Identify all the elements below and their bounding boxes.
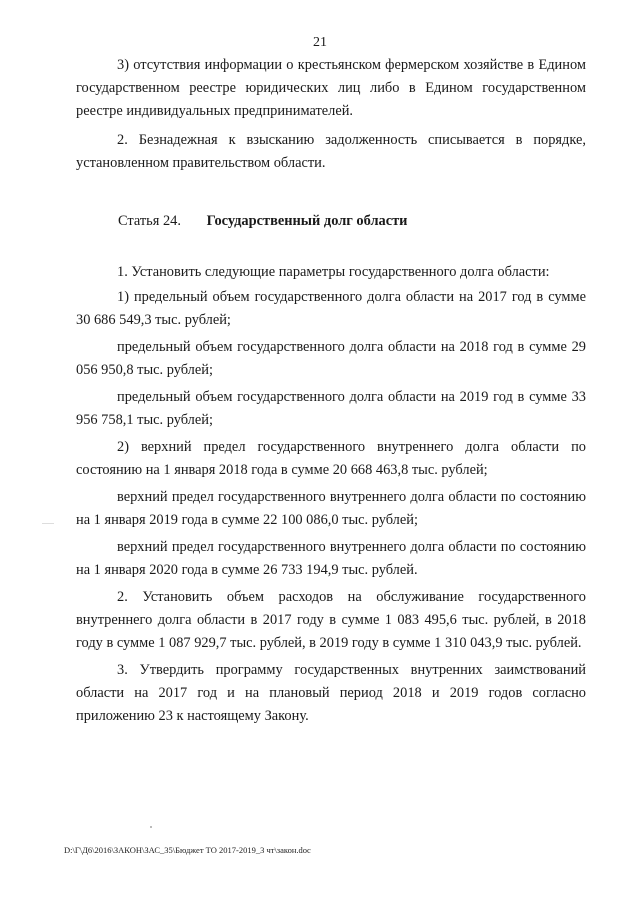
scan-mark xyxy=(42,523,54,524)
paragraph-limit-2019: предельный объем государственного долга области на 2019 год в сумме 33 956 758,1 тыс. рублей; xyxy=(76,389,586,428)
article-title: Государственный долг области xyxy=(206,213,408,229)
page-number: 21 xyxy=(313,35,327,50)
paragraph-upper-2020: верхний предел государственного внутреннего долга области по состоянию на 1 января 2020 года в сумме 26 733 194,9 тыс. рублей. xyxy=(76,539,586,578)
paragraph-upper-2018: 2) верхний предел государственного внутреннего долга области по состоянию на 1 января 2018 года в сумме 20 668 463,8 тыс. рублей; xyxy=(76,439,586,478)
paragraph-item-3: 3) отсутствия информации о крестьянском фермерском хозяйстве в Едином государственном реестре юридических лиц либо в Едином государственном реестре индивидуальных предпринимателей. xyxy=(76,57,586,119)
top-section xyxy=(76,54,586,179)
article-label: Статья 24. xyxy=(118,213,181,229)
paragraph-limit-2018: предельный объем государственного долга области на 2018 год в сумме 29 056 950,8 тыс. рублей; xyxy=(76,339,586,378)
article-heading xyxy=(118,213,407,230)
scan-speck xyxy=(150,826,152,828)
paragraph-write-off: 2. Безнадежная к взысканию задолженность списывается в порядке, установленном правительством области. xyxy=(76,132,586,171)
article-body xyxy=(76,261,586,732)
paragraph-params-intro: 1. Установить следующие параметры государственного долга области: xyxy=(117,264,550,280)
paragraph-upper-2019: верхний предел государственного внутреннего долга области по состоянию на 1 января 2019 года в сумме 22 100 086,0 тыс. рублей; xyxy=(76,489,586,528)
paragraph-borrowing-program: 3. Утвердить программу государственных внутренних заимствований области на 2017 год и на плановый период 2018 и 2019 годов согласно приложению 23 к настоящему Закону. xyxy=(76,662,586,724)
footer-file-path: D:\Г\Д6\2016\ЗАКОН\ЗАС_35\Бюджет ТО 2017-2019_3 чт\закон.doc xyxy=(64,845,311,855)
paragraph-service-costs: 2. Установить объем расходов на обслуживание государственного внутреннего долга области в 2017 году в сумме 1 083 495,6 тыс. рублей, в 2018 году в сумме 1 087 929,7 тыс. рублей, в 2019 году в сумме 1 310 043,9 тыс. рублей. xyxy=(76,589,586,651)
paragraph-limit-2017: 1) предельный объем государственного долга области на 2017 год в сумме 30 686 549,3 тыс. рублей; xyxy=(76,289,586,328)
